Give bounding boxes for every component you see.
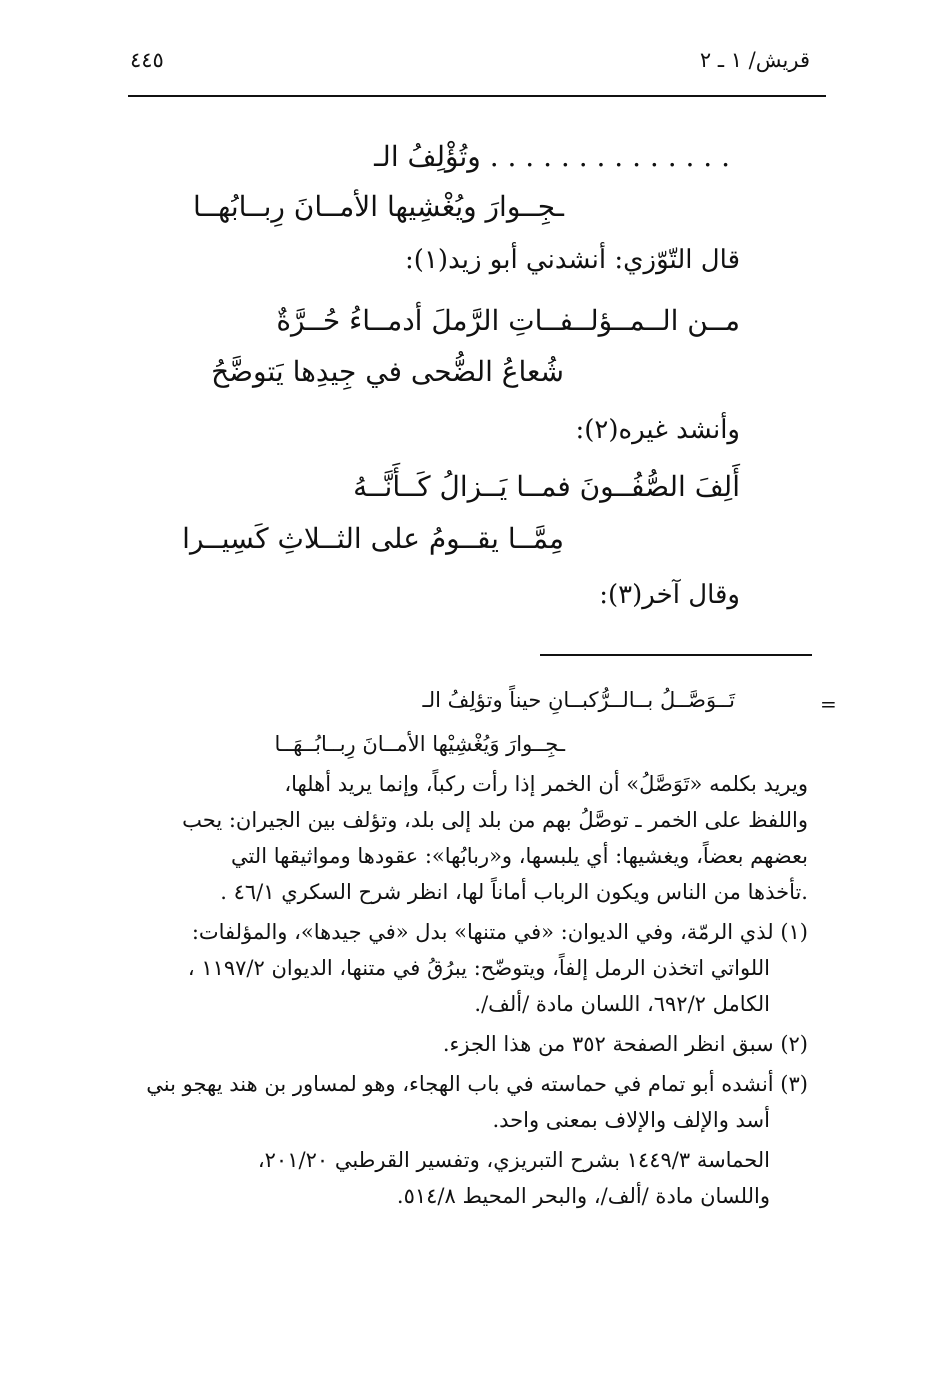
footnote-line: أسد والإلف والإلاف بمعنى واحد. (492, 1108, 770, 1132)
verse-line: مِمَّــا يقــومُ على الثــلاثِ كَسِيــرا (182, 522, 564, 555)
footnote-verse-line: ـجِــوارَ وَيُغْشِيْها الأمــانَ رِبــابُــهَــا (274, 732, 565, 756)
footnote-line: اللواتي اتخذن الرمل إلفاً، ويتوضّح: يبرُقُ في متنها، الديوان ١١٩٧/٢ ، (187, 956, 770, 980)
verse-intro: وأنشد غيره(٢): (575, 415, 740, 445)
footnote-line: ويريد بكلمه «تَوَصَّلُ» أن الخمر إذا رأت ركباً، وإنما يريد أهلها، (284, 772, 808, 796)
footnote-verse-line: تَــوَصَّــلُ بــالــرُّكبــانِ حيناً وتؤلِفُ الـ (422, 688, 735, 712)
footnote-3: (٣) أنشده أبو تمام في حماسته في باب الهجاء، وهو لمساور بن هند يهجو بني (146, 1072, 808, 1096)
header-rule (128, 95, 826, 97)
footnote-line: بعضهم بعضاً، ويغشيها: أي يلبسها، و«ربابُها»: عقودها ومواثيقها التي (230, 844, 808, 868)
continuation-mark: = (820, 692, 837, 716)
verse-line: شُعاعُ الضُّحى في جِيدِها يَتوضَّحُ (211, 355, 564, 388)
footnote-rule (540, 654, 812, 656)
verse-intro: قال التّوّزي: أنشدني أبو زيد(١): (405, 245, 740, 275)
footnote-line: الكامل ٦٩٢/٢، اللسان مادة /ألف/. (474, 992, 770, 1016)
footnote-line: واللسان مادة /ألف/، والبحر المحيط ٥١٤/٨. (396, 1184, 770, 1208)
verse-line: . . . . . . . . . . . . . . وتُؤْلِفُ الـ (374, 140, 730, 173)
verse-line: ـجِــوارَ ويُغْشِيها الأمــانَ رِبــابُهــا (193, 190, 564, 223)
footnote-line: الحماسة ١٤٤٩/٣ بشرح التبريزي، وتفسير القرطبي ٢٠١/٢٠، (257, 1148, 770, 1172)
verse-intro: وقال آخر(٣): (599, 580, 740, 610)
verse-line: أَلِفَ الصُّفُــونَ فمــا يَــزالُ كَــأَنَّــهُ (353, 470, 740, 503)
running-header (130, 48, 810, 78)
footnote-line: .تأخذها من الناس ويكون الرباب أماناً لها، انظر شرح السكري ٤٦/١ . (220, 880, 808, 904)
header-title: قريش/ ١ ـ ٢ (699, 48, 810, 72)
footnote-1: (١) لذي الرمّة، وفي الديوان: «في متنها» بدل «في جيدها»، والمؤلفات: (191, 920, 808, 944)
verse-line: مــن الــمــؤلــفــاتِ الرَّملَ أدمــاءُ حُــرَّةٌ (276, 304, 740, 337)
footnote-line: واللفظ على الخمر ـ توصَّلُ بهم من بلد إلى بلد، وتؤلف بين الجيران: يحب (182, 808, 808, 832)
page-number: ٤٤٥ (130, 48, 164, 72)
footnote-2: (٢) سبق انظر الصفحة ٣٥٢ من هذا الجزء. (442, 1032, 808, 1056)
